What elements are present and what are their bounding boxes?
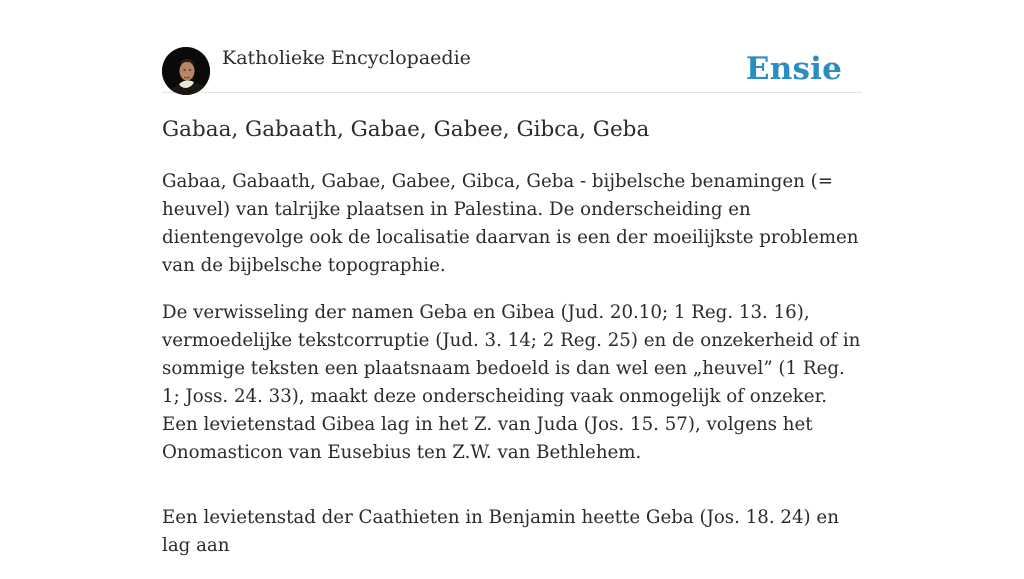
article-title: Gabaa, Gabaath, Gabae, Gabee, Gibca, Geba [162,117,650,142]
article-paragraph: Een levietenstad der Caathieten in Benjamin heette Geba (Jos. 18. 24) en lag aan [162,507,839,556]
brand-logo[interactable]: Ensie [745,51,842,87]
source-name[interactable]: Katholieke Encyclopaedie [222,47,471,69]
article-paragraph: Gabaa, Gabaath, Gabae, Gabee, Gibca, Geba - bijbelsche benamingen (= heuvel) van talrijke plaatsen in Palestina. De onderscheiding en dientengevolge ook de localisatie daarvan is een der moeilijkste problemen van de bijbelsche topographie. [162,171,859,276]
page-container [162,0,862,556]
article-paragraph: De verwisseling der namen Geba en Gibea (Jud. 20.10; 1 Reg. 13. 16), vermoedelijke tekstcorruptie (Jud. 3. 14; 2 Reg. 25) en de onzekerheid of in sommige teksten een plaatsnaam bedoeld is dan wel een „heuvel” (1 Reg. 1; Joss. 24. 33), maakt deze onderscheiding vaak onmogelijk of onzeker. Een levietenstad Gibea lag in het Z. van Juda (Jos. 15. 57), volgens het Onomasticon van Eusebius ten Z.W. van Bethlehem. [162,302,861,463]
header [162,0,862,93]
article-body [162,168,862,579]
portrait-avatar-icon[interactable] [162,47,210,95]
